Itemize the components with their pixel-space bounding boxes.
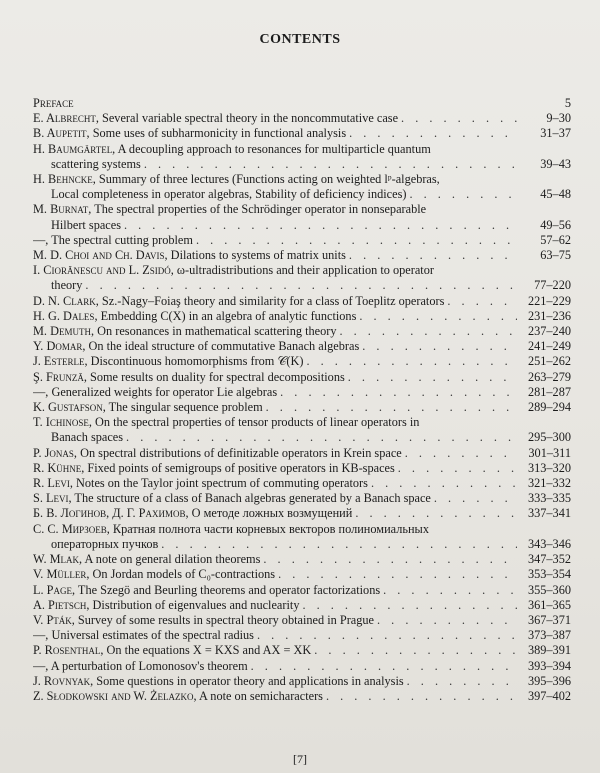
toc-entry xyxy=(33,96,571,111)
toc-entry xyxy=(33,294,571,309)
toc-pages: 395–396 xyxy=(527,673,571,688)
toc-entry xyxy=(33,506,571,521)
toc-entry xyxy=(33,202,571,232)
leader-dots xyxy=(346,248,517,262)
toc-title: Embedding C(X) in an algebra of analytic functions xyxy=(97,308,357,323)
toc-title: The spectral properties of the Schrödinger operator in nonseparable xyxy=(91,202,427,217)
toc-entry xyxy=(33,491,571,506)
toc-pages: 31–37 xyxy=(540,126,571,141)
toc-entry xyxy=(33,126,571,141)
toc-pages: 321–332 xyxy=(527,476,571,491)
leader-dots xyxy=(380,583,517,597)
toc-pages: 353–354 xyxy=(527,567,571,582)
toc-title: Some results on duality for spectral decompositions xyxy=(86,369,345,384)
toc-pages: 281–287 xyxy=(527,384,571,399)
toc-author: M. D. Choi and Ch. Davis, xyxy=(33,248,168,263)
toc-author: —, xyxy=(33,658,49,673)
toc-author: Y. Domar, xyxy=(33,339,86,354)
toc-author: M. Demuth, xyxy=(33,324,95,339)
toc-entry xyxy=(33,643,571,658)
toc-title: Notes on the Taylor joint spectrum of commuting operators xyxy=(72,476,368,491)
toc-author: Z. Słodkowski and W. Żelazko, xyxy=(33,688,197,703)
toc-pages: 397–402 xyxy=(527,688,571,703)
toc-pages: 5 xyxy=(564,96,571,110)
table-of-contents xyxy=(33,96,571,704)
toc-author: P. Rosenthal, xyxy=(33,643,104,658)
toc-title: Summary of three lectures (Functions acting on weighted lᵖ-algebras, xyxy=(95,172,440,187)
toc-author: M. Burnat, xyxy=(33,202,92,217)
toc-entry xyxy=(33,370,571,385)
toc-author: H. G. Dales, xyxy=(33,308,98,323)
toc-author: L. Page, xyxy=(33,582,76,597)
toc-title: A perturbation of Lomonosov's theorem xyxy=(48,658,248,673)
toc-pages: 295–300 xyxy=(527,430,571,445)
toc-pages: 355–360 xyxy=(527,582,571,597)
toc-title: Distribution of eigenvalues and nuclearity xyxy=(89,597,300,612)
toc-author: W. Mlak, xyxy=(33,552,83,567)
page-number: [7] xyxy=(293,752,307,766)
toc-author: J. Esterle, xyxy=(33,354,88,369)
toc-pages: 333–335 xyxy=(527,491,571,506)
toc-author: R. Levi, xyxy=(33,476,73,491)
leader-dots xyxy=(299,598,517,612)
toc-pages: 221–229 xyxy=(527,293,571,308)
leader-dots xyxy=(406,187,517,201)
leader-dots xyxy=(346,126,517,140)
leader-dots xyxy=(345,370,517,384)
page-title: CONTENTS xyxy=(259,32,341,47)
leader-dots xyxy=(254,628,517,642)
toc-entry xyxy=(33,172,571,202)
leader-dots xyxy=(444,294,517,308)
toc-author: D. N. Clark, xyxy=(33,293,99,308)
toc-title: Universal estimates of the spectral radius xyxy=(48,628,254,643)
toc-author: —, xyxy=(33,628,49,643)
toc-title: Sz.-Nagy–Foiaş theory and similarity for a class of Toeplitz operators xyxy=(98,293,445,308)
toc-pages: 343–346 xyxy=(527,536,571,551)
toc-entry xyxy=(33,598,571,613)
toc-author: I. Ciorănescu and L. Zsidó, xyxy=(33,263,174,278)
toc-title: A note on semicharacters xyxy=(196,688,323,703)
toc-author: Б. В. Логинов, Д. Г. Рахимов, xyxy=(33,506,189,521)
toc-pages: 45–48 xyxy=(540,187,571,202)
leader-dots xyxy=(431,491,517,505)
toc-title: Dilations to systems of matrix units xyxy=(167,248,346,263)
toc-pages: 63–75 xyxy=(540,248,571,263)
toc-title-continued: Banach spaces xyxy=(51,430,124,445)
toc-title: The Szegö and Beurling theorems and operator factorizations xyxy=(75,582,381,597)
toc-entry xyxy=(33,659,571,674)
leader-dots xyxy=(193,233,517,247)
toc-author: R. Kühne, xyxy=(33,460,85,475)
toc-entry xyxy=(33,522,571,552)
toc-author: B. Aupetit, xyxy=(33,126,90,141)
toc-pages: 313–320 xyxy=(527,460,571,475)
toc-title: Fixed points of semigroups of positive operators in KB-spaces xyxy=(84,460,395,475)
leader-dots xyxy=(356,309,517,323)
toc-pages: 289–294 xyxy=(527,400,571,415)
toc-entry xyxy=(33,111,571,126)
toc-entry xyxy=(33,233,571,248)
toc-title: On resonances in mathematical scattering theory xyxy=(94,324,337,339)
toc-pages: 393–394 xyxy=(527,658,571,673)
leader-dots xyxy=(303,354,517,368)
toc-pages: 337–341 xyxy=(527,506,571,521)
toc-author: V. Müller, xyxy=(33,567,90,582)
toc-pages: 237–240 xyxy=(527,324,571,339)
toc-pages: 301–311 xyxy=(528,445,571,460)
toc-author: E. Albrecht, xyxy=(33,111,99,126)
toc-author: T. Ichinose, xyxy=(33,415,92,430)
toc-entry xyxy=(33,339,571,354)
toc-title: Survey of some results in spectral theory obtained in Prague xyxy=(74,612,375,627)
leader-dots xyxy=(141,157,517,171)
toc-title: Several variable spectral theory in the noncommutative case xyxy=(98,111,399,126)
toc-title-continued: theory xyxy=(51,278,83,293)
leader-dots xyxy=(260,552,517,566)
toc-pages: 39–43 xyxy=(540,156,571,171)
toc-title: On spectral distributions of definitizable operators in Krein space xyxy=(77,445,402,460)
toc-title: On Jordan models of C₀-contractions xyxy=(89,567,276,582)
toc-title: On the spectral properties of tensor products of linear operators in xyxy=(91,415,420,430)
toc-title: The spectral cutting problem xyxy=(48,232,193,247)
toc-pages: 347–352 xyxy=(527,552,571,567)
toc-entry xyxy=(33,415,571,445)
leader-dots xyxy=(404,674,517,688)
toc-title: On the equations X = KXS and AX = XK xyxy=(103,643,312,658)
toc-pages: 231–236 xyxy=(527,308,571,323)
toc-entry xyxy=(33,583,571,598)
toc-entry xyxy=(33,248,571,263)
toc-author: S. Levi, xyxy=(33,491,72,506)
leader-dots xyxy=(368,476,517,490)
toc-title: On the ideal structure of commutative Banach algebras xyxy=(85,339,360,354)
toc-title: О методе ложных возмущений xyxy=(188,506,353,521)
toc-author: H. Behncke, xyxy=(33,172,96,187)
toc-title: ω-ultradistributions and their application to operator xyxy=(173,263,434,278)
toc-entry xyxy=(33,552,571,567)
toc-entry xyxy=(33,385,571,400)
toc-author: K. Gustafson, xyxy=(33,400,106,415)
toc-pages: 77–220 xyxy=(534,278,571,293)
toc-pages: 361–365 xyxy=(527,597,571,612)
toc-entry xyxy=(33,476,571,491)
toc-entry xyxy=(33,263,571,293)
leader-dots xyxy=(158,537,517,551)
toc-entry xyxy=(33,446,571,461)
toc-author: H. Baumgärtel, xyxy=(33,141,116,156)
leader-dots xyxy=(311,643,517,657)
leader-dots xyxy=(277,385,517,399)
toc-author: A. Pietsch, xyxy=(33,597,90,612)
toc-title-continued: операторных пучков xyxy=(51,536,159,551)
toc-entry xyxy=(33,567,571,582)
toc-entry xyxy=(33,354,571,369)
leader-dots xyxy=(82,278,517,292)
toc-entry xyxy=(33,689,571,704)
leader-dots xyxy=(248,659,517,673)
leader-dots xyxy=(402,446,517,460)
leader-dots xyxy=(374,613,517,627)
toc-title-continued: Local completeness in operator algebras, Stability of deficiency indices) xyxy=(51,187,407,202)
toc-author: J. Rovnyak, xyxy=(33,673,94,688)
toc-entry xyxy=(33,400,571,415)
toc-title: Some questions in operator theory and applications in analysis xyxy=(93,673,404,688)
toc-pages: 251–262 xyxy=(527,354,571,369)
toc-pages: 241–249 xyxy=(527,339,571,354)
toc-pages: 373–387 xyxy=(527,628,571,643)
toc-entry xyxy=(33,324,571,339)
toc-pages: 263–279 xyxy=(527,369,571,384)
toc-title-continued: scattering systems xyxy=(51,156,141,171)
toc-title-continued: Hilbert spaces xyxy=(51,217,121,232)
leader-dots xyxy=(323,689,517,703)
toc-title: Discontinuous homomorphisms from 𝒞(K) xyxy=(87,354,304,369)
toc-pages: 389–391 xyxy=(527,643,571,658)
leader-dots xyxy=(336,324,517,338)
toc-pages: 57–62 xyxy=(540,232,571,247)
toc-author: С. С. Мирзоев, xyxy=(33,521,110,536)
toc-author: —, xyxy=(33,384,49,399)
leader-dots xyxy=(395,461,517,475)
toc-title: The singular sequence problem xyxy=(105,400,263,415)
leader-dots xyxy=(123,430,517,444)
toc-title: The structure of a class of Banach algebras generated by a Banach space xyxy=(71,491,431,506)
toc-entry xyxy=(33,142,571,172)
toc-author: Ş. Frunză, xyxy=(33,369,87,384)
leader-dots xyxy=(121,218,517,232)
leader-dots xyxy=(398,111,517,125)
toc-entry xyxy=(33,461,571,476)
toc-title: Some uses of subharmonicity in functional analysis xyxy=(89,126,347,141)
leader-dots xyxy=(263,400,517,414)
toc-pages: 367–371 xyxy=(527,612,571,627)
toc-author: P. Jonas, xyxy=(33,445,77,460)
toc-title: Generalized weights for operator Lie algebras xyxy=(48,384,278,399)
toc-entry xyxy=(33,628,571,643)
toc-author: Preface xyxy=(33,96,74,110)
toc-title: Кратная полнота части корневых векторов полиномиальных xyxy=(109,521,429,536)
leader-dots xyxy=(275,567,517,581)
toc-author: V. Pták, xyxy=(33,612,75,627)
toc-author: —, xyxy=(33,232,49,247)
toc-title: A note on general dilation theorems xyxy=(82,552,261,567)
toc-entry xyxy=(33,674,571,689)
toc-entry xyxy=(33,613,571,628)
toc-pages: 49–56 xyxy=(540,217,571,232)
toc-entry xyxy=(33,309,571,324)
leader-dots xyxy=(352,506,517,520)
toc-pages: 9–30 xyxy=(546,111,571,126)
leader-dots xyxy=(359,339,517,353)
toc-title: A decoupling approach to resonances for multiparticle quantum xyxy=(115,141,431,156)
